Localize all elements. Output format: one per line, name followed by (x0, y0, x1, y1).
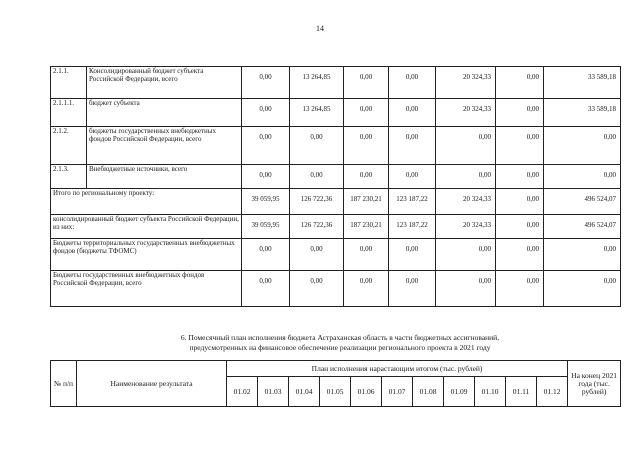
value-cell: 0,00 (290, 239, 344, 271)
row-number: 2.1.1.1. (51, 99, 87, 127)
value-cell: 0,00 (242, 67, 290, 99)
value-cell: 0,00 (242, 239, 290, 271)
value-cell: 33 589,18 (544, 67, 621, 99)
row-name: бюджеты государственных внебюджетных фондов Российской Федерации, всего (87, 127, 242, 165)
budget-row (51, 239, 621, 271)
month-header: 01.05 (320, 377, 351, 407)
budget-row (51, 99, 621, 127)
budget-row (51, 165, 621, 189)
plan-col-name-header: Наименование результата (77, 361, 227, 407)
budget-row (51, 127, 621, 165)
value-cell: 126 722,36 (290, 215, 344, 239)
month-header: 01.10 (475, 377, 506, 407)
value-cell: 0,00 (344, 127, 389, 165)
value-cell: 0,00 (389, 165, 436, 189)
value-cell: 0,00 (544, 165, 621, 189)
value-cell: 0,00 (496, 271, 544, 307)
value-cell: 126 722,36 (290, 189, 344, 215)
row-number: 2.1.3. (51, 165, 87, 189)
value-cell: 0,00 (242, 271, 290, 307)
row-name: Бюджеты государственных внебюджетных фондов Российской Федерации, всего (51, 271, 242, 307)
value-cell: 13 264,85 (290, 67, 344, 99)
value-cell: 0,00 (496, 67, 544, 99)
value-cell: 0,00 (344, 165, 389, 189)
value-cell: 0,00 (242, 99, 290, 127)
value-cell: 187 230,21 (344, 215, 389, 239)
row-number: 2.1.1. (51, 67, 87, 99)
month-header: 01.07 (382, 377, 413, 407)
value-cell: 20 324,33 (436, 215, 496, 239)
page-number: 14 (316, 24, 324, 33)
budget-row (51, 215, 621, 239)
value-cell: 0,00 (389, 271, 436, 307)
value-cell: 0,00 (389, 239, 436, 271)
month-header: 01.03 (258, 377, 289, 407)
budget-row (51, 67, 621, 99)
plan-col-end-header: На конец 2021 года (тыс. рублей) (568, 361, 621, 407)
value-cell: 33 589,18 (544, 99, 621, 127)
row-name: Итого по региональному проекту: (51, 189, 242, 215)
row-name: бюджет субъекта (87, 99, 242, 127)
row-number: 2.1.2. (51, 127, 87, 165)
value-cell: 0,00 (344, 271, 389, 307)
value-cell: 0,00 (344, 67, 389, 99)
value-cell: 39 059,95 (242, 189, 290, 215)
value-cell: 0,00 (344, 239, 389, 271)
section-6-title (60, 333, 620, 353)
row-name: консолидированный бюджет субъекта Российской Федерации, из них: (51, 215, 242, 239)
value-cell: 20 324,33 (436, 99, 496, 127)
section-6-title-line-2: предусмотренных на финансовое обеспечение реализации регионального проекта в 2021 году (189, 343, 491, 352)
value-cell: 0,00 (496, 189, 544, 215)
value-cell: 0,00 (496, 99, 544, 127)
value-cell: 0,00 (544, 271, 621, 307)
month-header: 01.09 (444, 377, 475, 407)
value-cell: 39 059,95 (242, 215, 290, 239)
value-cell: 0,00 (290, 165, 344, 189)
value-cell: 0,00 (496, 215, 544, 239)
month-header: 01.06 (351, 377, 382, 407)
value-cell: 20 324,33 (436, 189, 496, 215)
value-cell: 0,00 (496, 127, 544, 165)
value-cell: 123 187,22 (389, 215, 436, 239)
value-cell: 0,00 (389, 127, 436, 165)
value-cell: 13 264,85 (290, 99, 344, 127)
value-cell: 0,00 (290, 271, 344, 307)
value-cell: 0,00 (544, 239, 621, 271)
budget-table (50, 66, 621, 307)
value-cell: 187 230,21 (344, 189, 389, 215)
value-cell: 496 524,07 (544, 215, 621, 239)
value-cell: 496 524,07 (544, 189, 621, 215)
value-cell: 0,00 (436, 127, 496, 165)
month-header: 01.04 (289, 377, 320, 407)
value-cell: 0,00 (389, 67, 436, 99)
value-cell: 0,00 (436, 271, 496, 307)
value-cell: 0,00 (544, 127, 621, 165)
value-cell: 0,00 (242, 165, 290, 189)
value-cell: 0,00 (496, 239, 544, 271)
value-cell: 0,00 (436, 239, 496, 271)
row-name: Консолидированный бюджет субъекта Российской Федерации, всего (87, 67, 242, 99)
value-cell: 123 187,22 (389, 189, 436, 215)
section-6-title-line-1: 6. Помесячный план исполнения бюджета Астраханская область в части бюджетных ассигнований, (180, 333, 500, 342)
value-cell: 0,00 (290, 127, 344, 165)
month-header: 01.02 (227, 377, 258, 407)
value-cell: 0,00 (344, 99, 389, 127)
value-cell: 0,00 (389, 99, 436, 127)
row-name: Бюджеты территориальных государственных внебюджетных фондов (бюджеты ТФОМС) (51, 239, 242, 271)
budget-row (51, 189, 621, 215)
month-header: 01.12 (537, 377, 568, 407)
value-cell: 0,00 (496, 165, 544, 189)
value-cell: 0,00 (242, 127, 290, 165)
plan-col-num-header: № п/п (51, 361, 77, 407)
month-header: 01.08 (413, 377, 444, 407)
value-cell: 0,00 (436, 165, 496, 189)
plan-col-plan-header: План исполнения нарастающим итогом (тыс. рублей) (227, 361, 568, 377)
month-header: 01.11 (506, 377, 537, 407)
plan-table (50, 360, 621, 407)
value-cell: 20 324,33 (436, 67, 496, 99)
budget-row (51, 271, 621, 307)
row-name: Внебюджетные источники, всего (87, 165, 242, 189)
